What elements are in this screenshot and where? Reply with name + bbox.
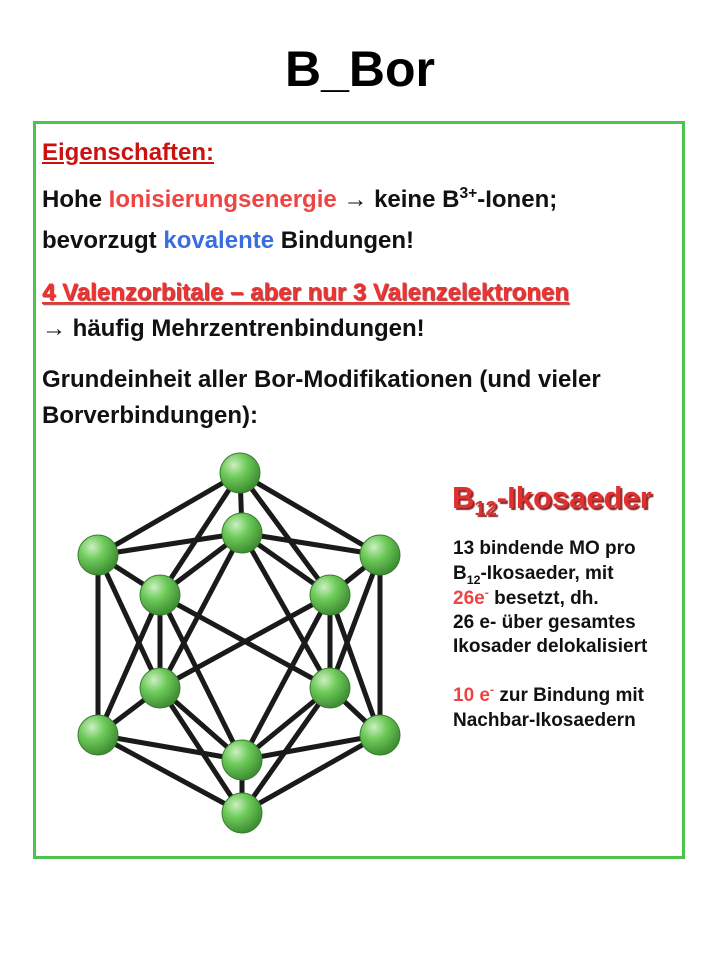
boron-atom bbox=[222, 513, 262, 553]
text-segment: Hohe bbox=[42, 186, 109, 213]
text-segment: besetzt, dh. bbox=[488, 588, 599, 609]
icosahedron-title bbox=[452, 480, 652, 521]
electron-count: 10 e bbox=[453, 685, 490, 706]
icosahedron-diagram bbox=[70, 445, 430, 845]
neighbor-bonding-line-1 bbox=[453, 684, 644, 708]
multicenter-bonds-line: → häufig Mehrzentrenbindungen! bbox=[42, 315, 425, 342]
boron-atom bbox=[220, 453, 260, 493]
title-subscript: 12 bbox=[474, 498, 497, 521]
text-segment: bevorzugt bbox=[42, 227, 164, 254]
delocalized-line-1: 26 e- über gesamtes bbox=[453, 612, 636, 633]
title-rest: -Ikosaeder bbox=[496, 480, 652, 515]
property-line-ionization bbox=[42, 184, 557, 215]
text-segment: -Ikosaeder, mit bbox=[480, 563, 614, 584]
boron-atom bbox=[310, 668, 350, 708]
text-segment: -Ionen; bbox=[477, 186, 558, 213]
boron-atom bbox=[222, 740, 262, 780]
charge-superscript: 3+ bbox=[459, 185, 478, 202]
boron-atom bbox=[360, 715, 400, 755]
neighbor-bonding-line-2: Nachbar-Ikosaedern bbox=[453, 710, 636, 731]
superscript: - bbox=[489, 682, 495, 697]
text-segment: → keine B bbox=[336, 186, 460, 213]
electrons-line bbox=[453, 587, 599, 611]
subscript: 12 bbox=[466, 572, 481, 587]
valence-orbitals-line: 4 Valenzorbitale – aber nur 3 Valenzelektronen bbox=[42, 279, 569, 306]
property-line-covalent bbox=[42, 225, 414, 256]
boron-atom bbox=[222, 793, 262, 833]
text-segment: Bindungen! bbox=[274, 227, 415, 254]
title-element: B bbox=[452, 480, 475, 515]
page-title: B_Bor bbox=[284, 41, 436, 97]
covalent-term: kovalente bbox=[163, 227, 275, 254]
boron-atom bbox=[310, 575, 350, 615]
boron-atom bbox=[360, 535, 400, 575]
text-segment: zur Bindung mit bbox=[494, 685, 644, 706]
boron-atom bbox=[140, 668, 180, 708]
boron-atom bbox=[140, 575, 180, 615]
basic-unit-line-1: Grundeinheit aller Bor-Modifikationen (und vieler bbox=[42, 366, 601, 393]
icosahedron-line bbox=[453, 562, 614, 586]
mo-line: 13 bindende MO pro bbox=[453, 538, 636, 559]
text-segment: B bbox=[453, 563, 467, 584]
superscript: - bbox=[484, 585, 489, 600]
ionization-energy-term: Ionisierungsenergie bbox=[108, 186, 337, 213]
boron-atom bbox=[78, 715, 118, 755]
basic-unit-line-2: Borverbindungen): bbox=[42, 402, 258, 429]
boron-atom bbox=[78, 535, 118, 575]
electron-count: 26e bbox=[453, 588, 485, 609]
properties-heading: Eigenschaften: bbox=[42, 139, 215, 166]
delocalized-line-2: Ikosader delokalisiert bbox=[453, 636, 648, 657]
